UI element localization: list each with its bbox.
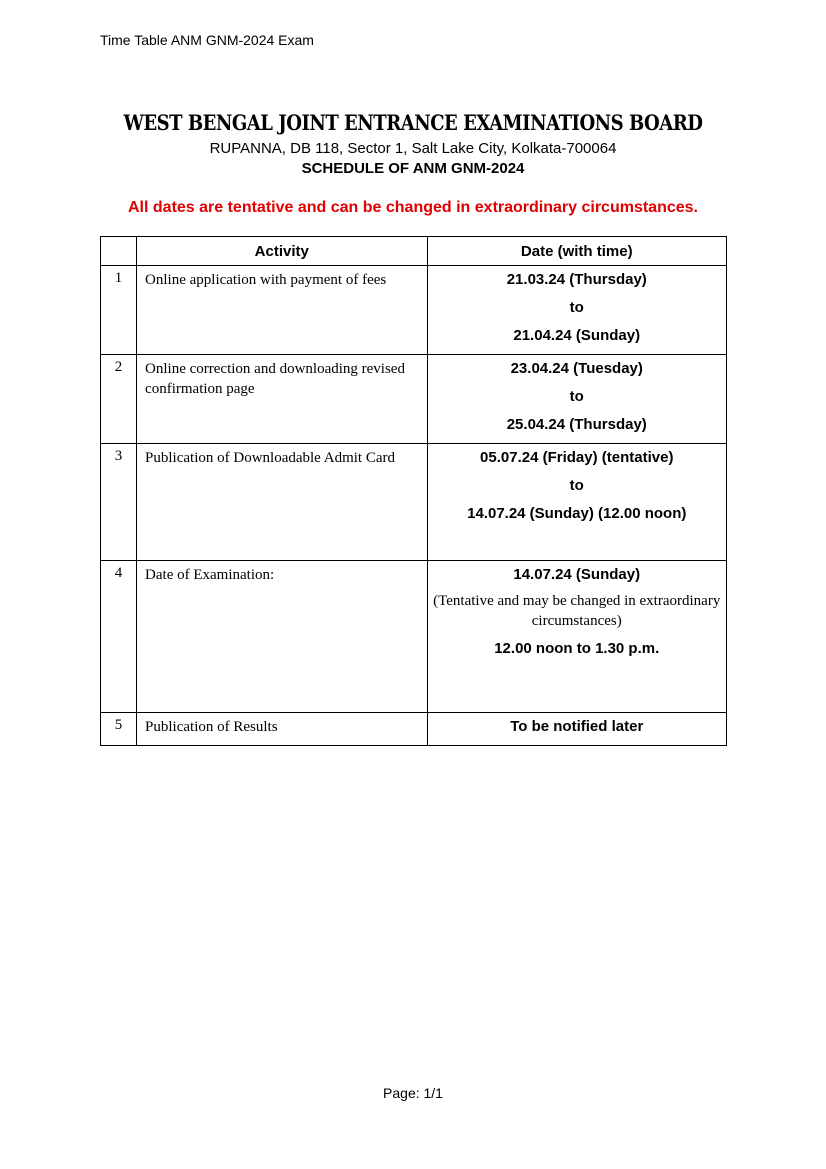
serial-number: 1	[101, 266, 137, 355]
date-to-word: to	[569, 299, 584, 316]
tentative-notice: All dates are tentative and can be changed in extraordinary circumstances.	[128, 199, 698, 216]
serial-number: 2	[101, 355, 137, 444]
date-until: 21.04.24 (Sunday)	[513, 327, 641, 344]
activity-cell: Online application with payment of fees	[137, 266, 427, 355]
serial-number: 3	[101, 444, 137, 561]
date-cell	[427, 444, 727, 561]
date-until: 14.07.24 (Sunday) (12.00 noon)	[467, 505, 687, 522]
column-header-date: Date (with time)	[427, 237, 727, 266]
serial-number: 5	[101, 713, 137, 746]
exam-time: 12.00 noon to 1.30 p.m.	[494, 640, 660, 657]
exam-date: 14.07.24 (Sunday)	[513, 566, 641, 583]
column-header-serial	[101, 237, 137, 266]
activity-cell: Online correction and downloading revised confirmation page	[137, 355, 427, 444]
date-until: 25.04.24 (Thursday)	[506, 416, 647, 433]
board-address: RUPANNA, DB 118, Sector 1, Salt Lake City, Kolkata-700064	[209, 140, 617, 157]
date-cell	[427, 266, 727, 355]
schedule-table	[100, 236, 727, 746]
table-row	[101, 561, 727, 713]
exam-date-note: (Tentative and may be changed in extraordinary circumstances)	[433, 593, 721, 629]
board-title: WEST BENGAL JOINT ENTRANCE EXAMINATIONS BOARD	[123, 110, 703, 135]
schedule-title: SCHEDULE OF ANM GNM-2024	[301, 160, 525, 177]
activity-cell: Publication of Results	[137, 713, 427, 746]
column-header-activity: Activity	[137, 237, 427, 266]
table-row	[101, 355, 727, 444]
activity-cell: Date of Examination:	[137, 561, 427, 713]
date-cell	[427, 355, 727, 444]
table-row	[101, 444, 727, 561]
date-to-word: to	[569, 388, 584, 405]
serial-number: 4	[101, 561, 137, 713]
date-from: 21.03.24 (Thursday)	[506, 271, 647, 288]
running-header: Time Table ANM GNM-2024 Exam	[100, 32, 314, 48]
date-from: 05.07.24 (Friday) (tentative)	[480, 449, 674, 466]
page-number: Page: 1/1	[383, 1085, 443, 1101]
results-date: To be notified later	[510, 718, 644, 735]
table-row	[101, 713, 727, 746]
date-cell	[427, 713, 727, 746]
table-header-row	[101, 237, 727, 266]
table-row	[101, 266, 727, 355]
date-from: 23.04.24 (Tuesday)	[510, 360, 643, 377]
date-to-word: to	[569, 477, 584, 494]
activity-cell: Publication of Downloadable Admit Card	[137, 444, 427, 561]
date-cell	[427, 561, 727, 713]
